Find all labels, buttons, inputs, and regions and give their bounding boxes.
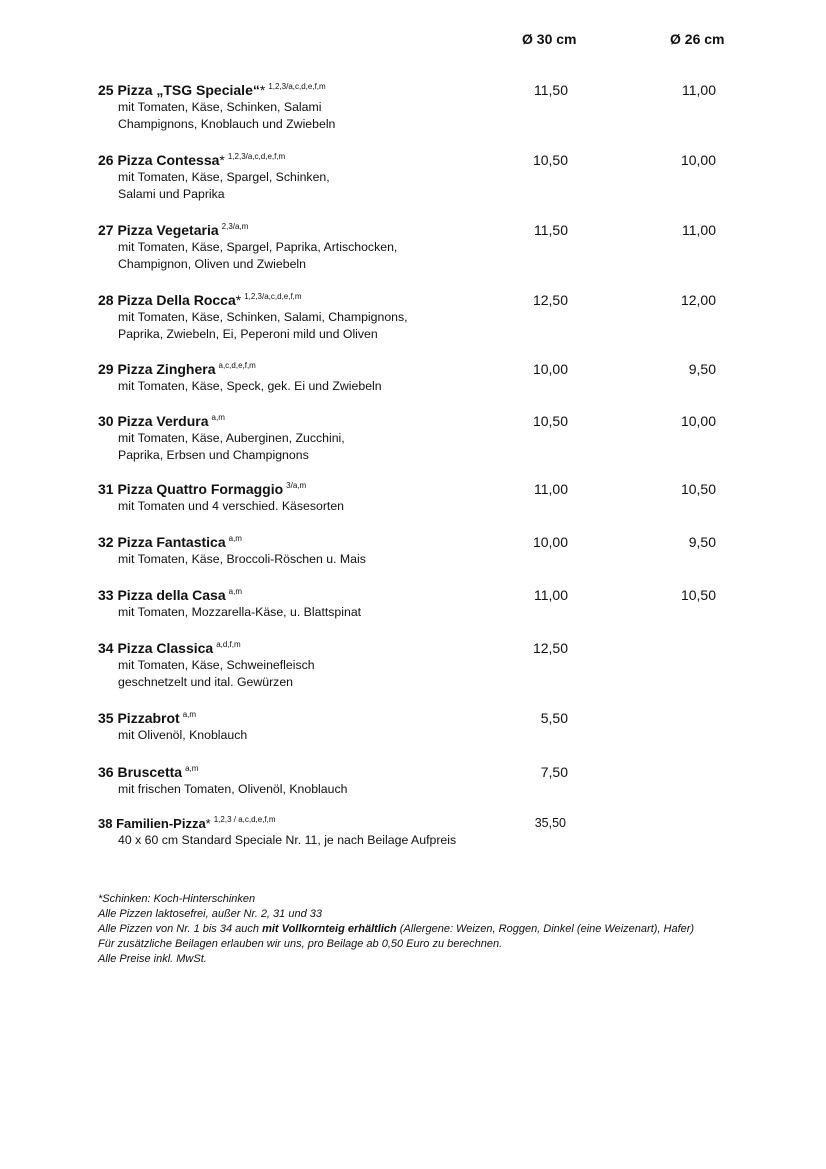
item-name: Pizza della Casa (117, 587, 226, 603)
price-30cm: 10,50 (532, 413, 568, 429)
item-allergens: a,m (182, 710, 197, 719)
price-26cm: 10,00 (680, 413, 716, 429)
item-description: mit frischen Tomaten, Olivenöl, Knoblauch (118, 782, 348, 796)
footnote-wholegrain (98, 922, 694, 937)
footnote-vat: Alle Preise inkl. MwSt. (98, 953, 207, 965)
item-number: 25 (98, 82, 114, 98)
item-description: mit Tomaten, Käse, Schinken, Salami, Champignons, (118, 310, 408, 324)
menu-item (98, 413, 738, 464)
price-30cm: 12,50 (532, 640, 568, 656)
price-26cm: 9,50 (688, 361, 716, 377)
item-footnote-star: * (235, 292, 242, 308)
item-number: 31 (98, 481, 114, 497)
footnote-wholegrain-post: (Allergene: Weizen, Roggen, Dinkel (eine Weizenart), Hafer) (396, 923, 695, 935)
item-name: Pizza Zinghera (117, 361, 216, 377)
item-description: 40 x 60 cm Standard Speciale Nr. 11, je nach Beilage Aufpreis (118, 833, 457, 847)
menu-item (98, 587, 738, 621)
item-footnote-star: * (205, 816, 211, 831)
item-allergens: 1,2,3/a,c,d,e,f,m (268, 82, 326, 91)
menu-item-title (98, 152, 738, 169)
item-name: Pizza Verdura (117, 413, 209, 429)
item-description: mit Tomaten, Käse, Schinken, Salami (118, 100, 322, 114)
price-26cm: 12,00 (680, 292, 716, 308)
item-name: Familien-Pizza (116, 816, 206, 831)
menu-item (98, 361, 738, 395)
menu-item (98, 222, 738, 273)
menu-item-title (98, 640, 738, 657)
item-footnote-star: * (259, 82, 266, 98)
price-30cm: 10,50 (532, 152, 568, 168)
item-description: geschnetzelt und ital. Gewürzen (118, 675, 293, 689)
menu-item-title (98, 481, 738, 498)
item-number: 35 (98, 710, 114, 726)
item-name: Pizza Quattro Formaggio (117, 481, 284, 497)
item-number: 30 (98, 413, 114, 429)
item-name: Pizza Fantastica (117, 534, 226, 550)
menu-item (98, 764, 738, 798)
item-allergens: a,m (228, 587, 242, 596)
footnote-wholegrain-pre: Alle Pizzen von Nr. 1 bis 34 auch (98, 923, 263, 935)
item-description: mit Olivenöl, Knoblauch (118, 728, 248, 742)
item-allergens: a,c,d,e,f,m (218, 361, 256, 370)
item-number: 27 (98, 222, 114, 238)
item-footnote-star: * (219, 152, 225, 168)
item-description: mit Tomaten, Käse, Auberginen, Zucchini, (118, 431, 345, 445)
item-number: 28 (98, 292, 114, 308)
price-30cm: 11,00 (534, 481, 568, 497)
item-allergens: 1,2,3/a,c,d,e,f,m (227, 152, 286, 161)
menu-item-title (98, 292, 738, 309)
item-description: Champignons, Knoblauch und Zwiebeln (118, 117, 336, 131)
item-description: mit Tomaten und 4 verschied. Käsesorten (118, 499, 345, 513)
price-30cm: 11,50 (534, 82, 568, 98)
item-allergens: 2,3/a,m (221, 222, 249, 231)
menu-item-title (98, 710, 738, 727)
price-30cm: 11,50 (534, 222, 568, 238)
item-description: mit Tomaten, Käse, Broccoli-Röschen u. Mais (118, 552, 366, 566)
item-allergens: 1,2,3/a,c,d,e,f,m (244, 292, 302, 301)
column-header-30cm: Ø 30 cm (522, 31, 577, 47)
item-description: mit Tomaten, Käse, Speck, gek. Ei und Zwiebeln (118, 379, 382, 393)
footnote-extra-toppings: Für zusätzliche Beilagen erlauben wir uns, pro Beilage ab 0,50 Euro zu berechnen. (98, 938, 503, 950)
item-description: mit Tomaten, Mozzarella-Käse, u. Blattspinat (118, 605, 362, 619)
item-description: Paprika, Erbsen und Champignons (118, 448, 309, 462)
item-allergens: a,m (228, 534, 242, 543)
price-30cm: 12,50 (532, 292, 568, 308)
item-name: Pizza Contessa (117, 152, 220, 168)
item-number: 33 (98, 587, 114, 603)
item-name: Pizza Della Rocca (117, 292, 236, 308)
menu-item-title (98, 82, 738, 99)
footnote-wholegrain-bold: mit Vollkornteig erhältlich (262, 923, 397, 935)
menu-item-title (98, 587, 738, 604)
price-30cm: 10,00 (532, 361, 568, 377)
item-allergens: a,d,f,m (216, 640, 241, 649)
item-name: Pizza „TSG Speciale“ (117, 82, 260, 98)
item-number: 36 (98, 764, 114, 780)
item-description: mit Tomaten, Käse, Spargel, Schinken, (118, 170, 330, 184)
price-30cm: 10,00 (532, 534, 568, 550)
item-description: mit Tomaten, Käse, Spargel, Paprika, Artischocken, (118, 240, 398, 254)
menu-item (98, 152, 738, 203)
menu-item-title (98, 361, 738, 378)
price-26cm: 10,50 (680, 481, 716, 497)
price-26cm: 9,50 (688, 534, 716, 550)
item-name: Bruscetta (117, 764, 183, 780)
price-26cm: 10,00 (680, 152, 716, 168)
menu-item (98, 640, 738, 691)
item-number: 32 (98, 534, 114, 550)
item-description: mit Tomaten, Käse, Schweinefleisch (118, 658, 315, 672)
item-description: Champignon, Oliven und Zwiebeln (118, 257, 306, 271)
menu-item (98, 82, 738, 133)
price-26cm: 10,50 (680, 587, 716, 603)
footnote-lactose: Alle Pizzen laktosefrei, außer Nr. 2, 31 und 33 (98, 908, 322, 920)
item-allergens: a,m (185, 764, 199, 773)
footnotes (98, 892, 694, 967)
item-allergens: 3/a,m (286, 481, 307, 490)
price-26cm: 11,00 (682, 82, 716, 98)
menu-item (98, 481, 738, 515)
item-description: Salami und Paprika (118, 187, 225, 201)
item-number: 34 (98, 640, 114, 656)
item-allergens: 1,2,3 / a,c,d,e,f,m (213, 815, 276, 824)
column-header-26cm: Ø 26 cm (670, 31, 725, 47)
item-name: Pizzabrot (117, 710, 180, 726)
menu-item-title (98, 222, 738, 239)
item-number: 29 (98, 361, 114, 377)
item-allergens: a,m (211, 413, 225, 422)
menu-item-title (98, 534, 738, 551)
menu-item-title (98, 764, 738, 781)
item-number: 38 (98, 816, 113, 831)
menu-item (98, 815, 738, 849)
footnote-ham: *Schinken: Koch-Hinterschinken (98, 893, 256, 905)
menu-item (98, 534, 738, 568)
menu-item (98, 710, 738, 744)
price-26cm: 11,00 (682, 222, 716, 238)
item-name: Pizza Classica (117, 640, 214, 656)
price-30cm: 11,00 (534, 587, 568, 603)
price-30cm: 7,50 (540, 764, 568, 780)
item-name: Pizza Vegetaria (117, 222, 219, 238)
item-description: Paprika, Zwiebeln, Ei, Peperoni mild und Oliven (118, 327, 378, 341)
price-30cm: 35,50 (534, 816, 566, 830)
item-number: 26 (98, 152, 114, 168)
menu-item-title (98, 413, 738, 430)
price-30cm: 5,50 (540, 710, 568, 726)
menu-item (98, 292, 738, 343)
menu-item-title (98, 815, 738, 832)
